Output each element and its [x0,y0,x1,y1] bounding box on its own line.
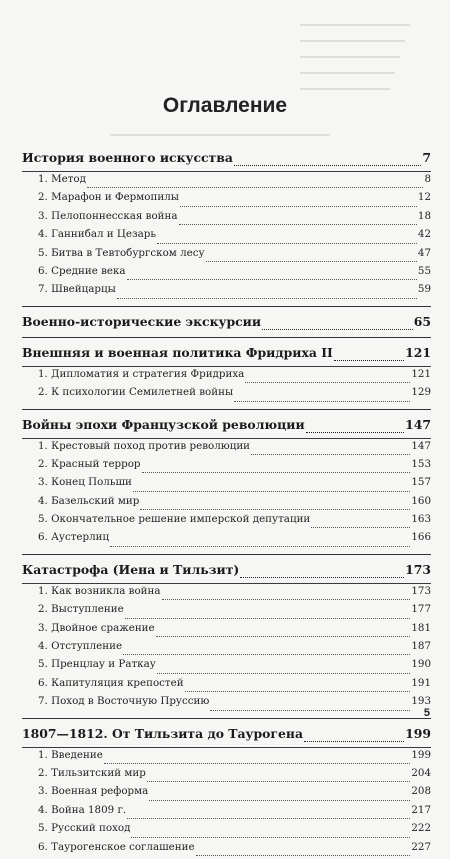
toc-subsection-entry[interactable] [22,785,431,803]
toc-chapter-entry[interactable] [22,314,431,333]
subsection-title: 6. Таурогенское соглашение [38,840,195,853]
toc-section [22,306,431,333]
dot-leader [142,472,411,473]
toc-subsection-entry[interactable] [22,265,431,283]
subsection-page-number: 12 [417,191,431,204]
subsection-title: 1. Метод [38,173,86,185]
subsection-title: 3. Двойное сражение [38,621,155,634]
dot-leader [127,279,417,280]
subsection-page-number: 191 [411,676,431,689]
dot-leader [110,546,410,547]
subsection-title: 1. Как возникла война [38,584,161,597]
subsection-page-number: 173 [411,584,431,597]
chapter-title: Внешняя и военная политика Фридриха II [22,344,333,360]
dot-leader [125,618,411,619]
subsection-title: 4. Ганнибал и Цезарь [38,228,156,241]
toc-subsection-entry[interactable] [22,841,431,859]
chapter-page-number: 147 [405,416,431,432]
dot-leader [133,491,410,492]
subsection-page-number: 217 [411,803,431,816]
toc-section [22,337,431,405]
subsection-page-number: 42 [417,228,431,241]
dot-leader [234,165,422,166]
toc-subsection-entry[interactable] [22,476,431,494]
subsection-title: 2. Красный террор [38,457,141,470]
subsection-title: 2. Выступление [38,603,124,616]
toc-subsection-entry[interactable] [22,585,431,603]
toc-subsection-entry[interactable] [22,440,431,458]
toc-subsection-list [22,366,431,405]
chapter-title: Катастрофа (Иена и Тильзит) [22,561,240,577]
chapter-title: Войны эпохи Французской революции [22,416,305,432]
dot-leader [157,243,417,244]
toc-subsection-entry[interactable] [22,210,431,228]
page-number: 5 [423,707,430,719]
toc-subsection-entry[interactable] [22,622,431,640]
dot-leader [306,432,404,433]
subsection-page-number: 47 [417,246,431,259]
subsection-title: 4. Отступление [38,640,123,653]
subsection-title: 5. Битва в Тевтобургском лесу [38,246,205,259]
chapter-title: Военно-исторические экскурсии [22,313,262,329]
subsection-title: 7. Поход в Восточную Пруссию [38,695,210,708]
toc-subsection-entry[interactable] [22,695,431,713]
subsection-page-number: 129 [411,386,431,399]
subsection-title: 6. Средние века [38,264,126,277]
subsection-page-number: 18 [417,209,431,222]
bleed-through-background [0,0,450,150]
toc-chapter-entry[interactable] [22,345,431,364]
subsection-page-number: 160 [411,494,431,507]
toc-subsection-entry[interactable] [22,658,431,676]
subsection-page-number: 147 [411,439,431,452]
subsection-title: 5. Русский поход [38,822,131,835]
chapter-page-number: 7 [422,150,431,165]
toc-section [22,554,431,714]
toc-subsection-entry[interactable] [22,767,431,785]
dot-leader [140,509,410,510]
subsection-title: 1. Введение [38,748,103,761]
subsection-title: 7. Швейцарцы [38,283,116,296]
dot-leader [240,577,404,578]
subsection-page-number: 59 [417,283,431,296]
dot-leader [180,206,417,207]
table-of-contents [22,148,431,859]
chapter-page-number: 199 [405,725,431,741]
dot-leader [245,382,410,383]
dot-leader [147,781,411,782]
subsection-title: 4. Базельский мир [38,494,140,507]
subsection-title: 3. Пелопоннесская война [38,209,178,222]
toc-subsection-entry[interactable] [22,458,431,476]
subsection-title: 1. Крестовый поход против революции [38,439,251,452]
subsection-page-number: 187 [411,640,431,653]
chapter-page-number: 173 [405,561,431,577]
page-title: Оглавление [162,94,288,117]
subsection-page-number: 199 [411,748,431,761]
chapter-page-number: 65 [413,313,431,329]
dot-leader [162,599,411,600]
dot-leader [117,298,417,299]
subsection-page-number: 121 [411,367,431,380]
subsection-page-number: 193 [411,695,431,708]
toc-section [22,718,431,859]
toc-subsection-entry[interactable] [22,368,431,386]
toc-subsection-entry[interactable] [22,804,431,822]
toc-chapter-entry[interactable] [22,150,431,169]
subsection-title: 6. Капитуляция крепостей [38,676,184,689]
chapter-title: 1807—1812. От Тильзита до Таурогена [22,725,303,741]
subsection-page-number: 227 [411,840,431,853]
subsection-page-number: 181 [411,621,431,634]
subsection-title: 3. Конец Польши [38,476,132,489]
toc-subsection-entry[interactable] [22,228,431,246]
subsection-page-number: 222 [411,822,431,835]
toc-subsection-entry[interactable] [22,283,431,301]
toc-subsection-entry[interactable] [22,603,431,621]
subsection-title: 3. Военная реформа [38,785,149,798]
subsection-page-number: 204 [411,766,431,779]
dot-leader [196,855,411,856]
chapter-page-number: 121 [405,344,431,360]
dot-leader [104,763,411,764]
toc-subsection-entry[interactable] [22,531,431,549]
dot-leader [179,224,417,225]
toc-subsection-entry[interactable] [22,173,431,191]
subsection-title: 6. Аустерлиц [38,531,110,544]
toc-subsection-entry[interactable] [22,247,431,265]
toc-chapter-entry[interactable] [22,726,431,745]
dot-leader [185,691,411,692]
subsection-title: 4. Война 1809 г. [38,803,127,816]
dot-leader [87,187,423,188]
subsection-title: 2. К психологии Семилетней войны [38,386,234,399]
subsection-title: 1. Дипломатия и стратегия Фридриха [38,367,245,380]
toc-subsection-list [22,438,431,550]
dot-leader [234,401,410,402]
dot-leader [206,261,417,262]
toc-subsection-entry[interactable] [22,749,431,767]
dot-leader [251,454,410,455]
subsection-page-number: 55 [417,264,431,277]
toc-subsection-entry[interactable] [22,640,431,658]
toc-chapter-entry[interactable] [22,562,431,581]
dot-leader [311,527,410,528]
toc-subsection-entry[interactable] [22,822,431,840]
toc-subsection-entry[interactable] [22,191,431,209]
subsection-page-number: 8 [424,173,431,185]
dot-leader [262,329,413,330]
subsection-page-number: 166 [411,531,431,544]
subsection-page-number: 177 [411,603,431,616]
subsection-title: 5. Пренцлау и Раткау [38,658,156,671]
subsection-page-number: 157 [411,476,431,489]
dot-leader [334,360,404,361]
dot-leader [157,673,411,674]
subsection-page-number: 153 [411,457,431,470]
toc-chapter-entry[interactable] [22,417,431,436]
toc-subsection-entry[interactable] [22,677,431,695]
toc-section [22,148,431,302]
dot-leader [127,818,410,819]
toc-subsection-list [22,171,431,302]
dot-leader [123,654,410,655]
subsection-title: 2. Марафон и Фермопилы [38,191,179,204]
subsection-page-number: 190 [411,658,431,671]
toc-subsection-list [22,583,431,714]
toc-subsection-entry[interactable] [22,495,431,513]
dot-leader [304,741,404,742]
dot-leader [210,710,410,711]
dot-leader [156,636,411,637]
subsection-page-number: 163 [411,513,431,526]
subsection-title: 2. Тильзитский мир [38,766,146,779]
toc-section [22,409,431,550]
toc-subsection-entry[interactable] [22,386,431,404]
toc-subsection-entry[interactable] [22,513,431,531]
dot-leader [149,800,410,801]
dot-leader [131,837,410,838]
subsection-page-number: 208 [411,785,431,798]
subsection-title: 5. Окончательное решение имперской депутации [38,513,311,526]
chapter-title: История военного искусства [22,150,233,165]
toc-subsection-list [22,747,431,859]
